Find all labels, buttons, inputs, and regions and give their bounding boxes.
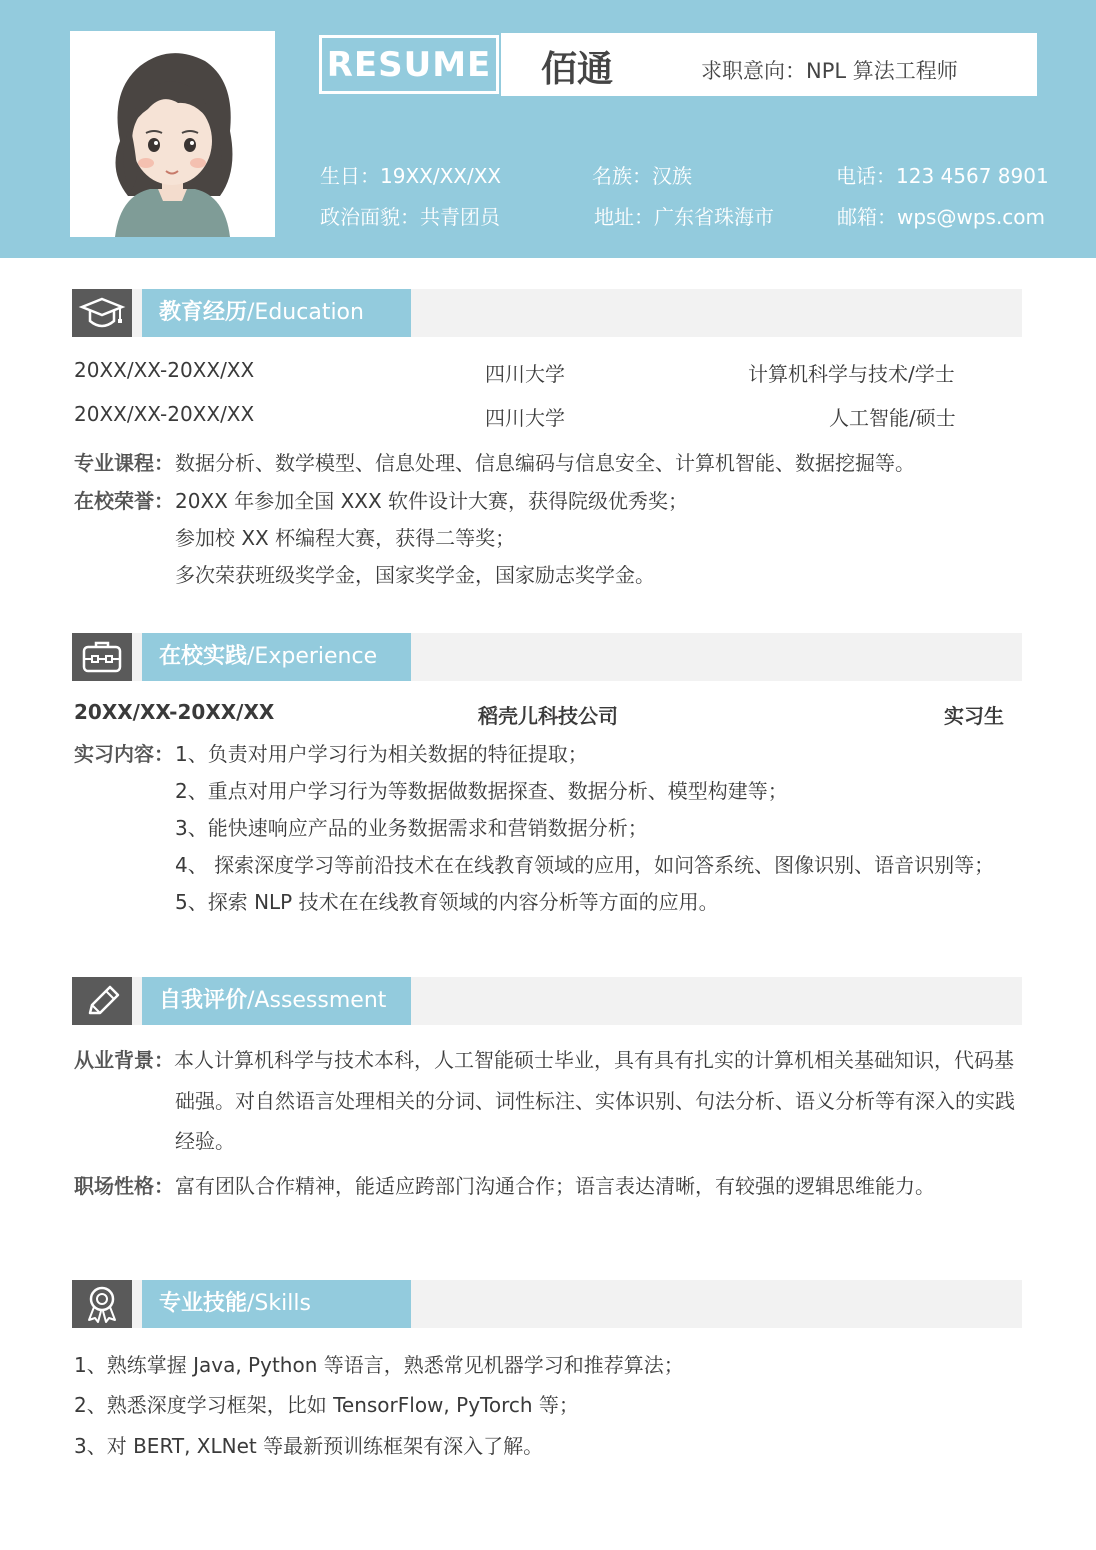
section-header-skills: [72, 1280, 1022, 1328]
avatar: [70, 31, 275, 237]
edu-school-1: 四川大学: [485, 362, 565, 386]
character-label: 职场性格：: [74, 1174, 174, 1198]
exp-company: 稻壳儿科技公司: [478, 704, 618, 728]
section-header-assessment: [72, 977, 1022, 1025]
honor-item: 参加校 XX 杯编程大赛，获得二等奖；: [175, 526, 516, 550]
section-header-experience: [72, 633, 1022, 681]
edu-major-2: 人工智能/硕士: [829, 406, 956, 430]
exp-content-label: 实习内容：: [74, 742, 174, 766]
resume-label-box: [319, 35, 499, 94]
resume-label: RESUME: [326, 45, 492, 85]
exp-item: 2、重点对用户学习行为等数据做数据探查、数据分析、模型构建等；: [175, 779, 788, 803]
character-text: 富有团队合作精神，能适应跨部门沟通合作；语言表达清晰，有较强的逻辑思维能力。: [175, 1174, 935, 1198]
exp-item: 1、负责对用户学习行为相关数据的特征提取；: [175, 742, 588, 766]
courses-text: 数据分析、数学模型、信息处理、信息编码与信息安全、计算机智能、数据挖掘等。: [175, 451, 915, 475]
skill-item: 1、熟练掌握 Java, Python 等语言，熟悉常见机器学习和推荐算法；: [74, 1353, 684, 1377]
edu-date-1: 20XX/XX-20XX/XX: [74, 358, 255, 382]
avatar-illustration: [70, 31, 275, 237]
honors-label: 在校荣誉：: [74, 489, 174, 513]
background-line: 础强。对自然语言处理相关的分词、词性标注、实体识别、句法分析、语义分析等有深入的实践: [175, 1089, 1015, 1113]
section-header-education: [72, 289, 1022, 337]
info-birthday: 生日：19XX/XX/XX: [320, 164, 502, 188]
exp-item: 5、探索 NLP 技术在在线教育领域的内容分析等方面的应用。: [175, 890, 719, 914]
pencil-icon: [72, 977, 132, 1025]
background-line: 本人计算机科学与技术本科，人工智能硕士毕业，具有具有扎实的计算机相关基础知识，代码基: [174, 1048, 1014, 1072]
header-banner: [0, 0, 1096, 258]
exp-item: 4、 探索深度学习等前沿技术在在线教育领域的应用，如问答系统、图像识别、语音识别等；: [175, 853, 995, 877]
edu-date-2: 20XX/XX-20XX/XX: [74, 402, 255, 426]
info-address: 地址：广东省珠海市: [594, 205, 774, 229]
title-bar: [317, 33, 1037, 96]
candidate-name: 佰通: [541, 49, 614, 90]
background-line: 经验。: [175, 1129, 235, 1153]
honor-item: 多次荣获班级奖学金，国家奖学金，国家励志奖学金。: [175, 563, 655, 587]
courses-label: 专业课程：: [74, 451, 174, 475]
edu-school-2: 四川大学: [485, 406, 565, 430]
award-ribbon-icon: [72, 1280, 132, 1328]
graduation-cap-icon: [72, 289, 132, 337]
section-title-experience: 在校实践/Experience: [142, 633, 411, 681]
info-ethnicity: 名族：汉族: [592, 164, 692, 188]
info-phone: 电话：123 4567 8901: [836, 164, 1049, 188]
section-title-skills: 专业技能/Skills: [142, 1280, 411, 1328]
edu-major-1: 计算机科学与技术/学士: [748, 362, 955, 386]
skill-item: 3、对 BERT, XLNet 等最新预训练框架有深入了解。: [74, 1434, 544, 1458]
info-email: 邮箱：wps@wps.com: [837, 205, 1046, 229]
exp-date: 20XX/XX-20XX/XX: [74, 700, 275, 724]
background-label: 从业背景：: [74, 1048, 174, 1072]
skill-item: 2、熟悉深度学习框架，比如 TensorFlow, PyTorch 等；: [74, 1393, 579, 1417]
honor-item: 20XX 年参加全国 XXX 软件设计大赛，获得院级优秀奖；: [175, 489, 689, 513]
exp-item: 3、能快速响应产品的业务数据需求和营销数据分析；: [175, 816, 648, 840]
section-title-assessment: 自我评价/Assessment: [142, 977, 411, 1025]
section-title-education: 教育经历/Education: [142, 289, 411, 337]
briefcase-icon: [72, 633, 132, 681]
info-political: 政治面貌：共青团员: [320, 205, 500, 229]
exp-role: 实习生: [944, 704, 1004, 728]
job-intent: 求职意向：NPL 算法工程师: [701, 59, 958, 83]
